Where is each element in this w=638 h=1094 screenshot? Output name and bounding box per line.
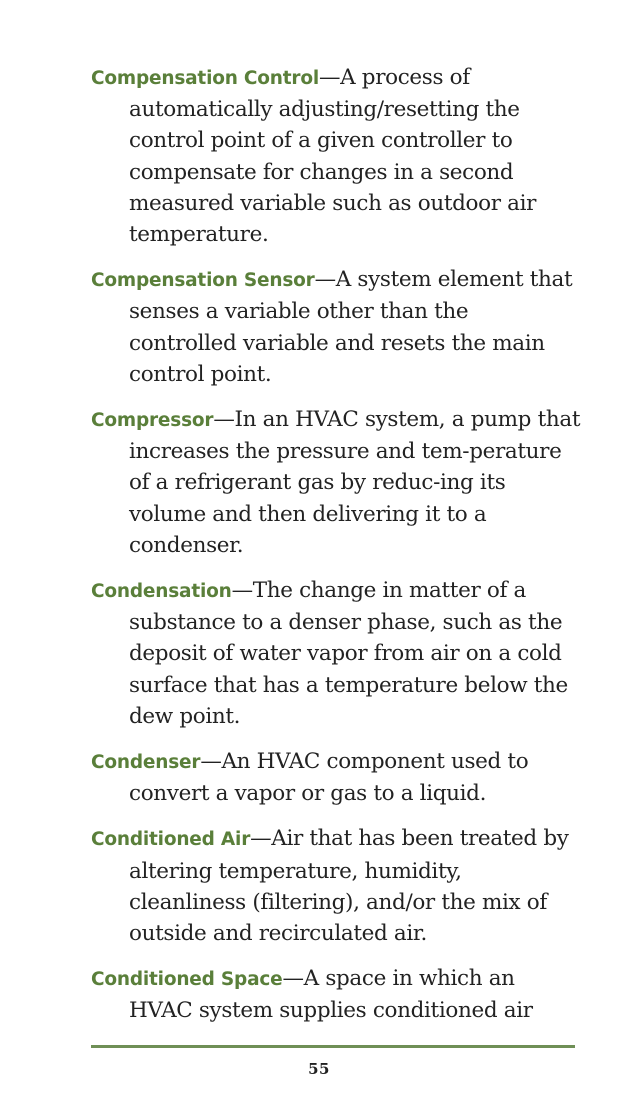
glossary-entry: [91, 404, 581, 561]
footer-divider: [91, 1045, 575, 1048]
entry-term: Condenser: [91, 752, 201, 774]
glossary-entries: [91, 62, 581, 1041]
entry-term: Conditioned Space: [91, 969, 283, 991]
glossary-entry: [91, 575, 581, 732]
entry-definition: —A system element that senses a variable other than the controlled variable and resets the main control point.: [129, 267, 573, 387]
entry-definition: —A process of automatically adjusting/resetting the control point of a given controller to compensate for changes in a second measured variable such as outdoor air temperature.: [129, 65, 537, 248]
glossary-entry: [91, 823, 581, 949]
entry-term: Compensation Sensor: [91, 270, 315, 292]
entry-definition: —An HVAC component used to convert a vapor or gas to a liquid.: [129, 749, 529, 807]
glossary-entry: [91, 264, 581, 390]
entry-term: Condensation: [91, 581, 232, 603]
entry-definition: —A space in which an HVAC system supplies conditioned air: [129, 966, 533, 1024]
entry-definition: —The change in matter of a substance to a denser phase, such as the deposit of water vapor from air on a cold surface that has a temperature below the dew point.: [129, 578, 568, 729]
glossary-entry: [91, 62, 581, 250]
entry-definition: —In an HVAC system, a pump that increases the pressure and tem-perature of a refrigerant gas by reduc-ing its volume and then delivering it to a condenser.: [129, 407, 581, 558]
entry-definition: —Air that has been treated by altering temperature, humidity, cleanliness (filtering), and/or the mix of outside and recirculated air.: [129, 826, 569, 947]
entry-term: Compensation Control: [91, 68, 319, 89]
entry-term: Compressor: [91, 410, 214, 432]
glossary-entry: [91, 746, 581, 809]
page-number: 55: [308, 1060, 330, 1078]
entry-term: Conditioned Air: [91, 829, 251, 851]
glossary-entry: [91, 963, 581, 1026]
